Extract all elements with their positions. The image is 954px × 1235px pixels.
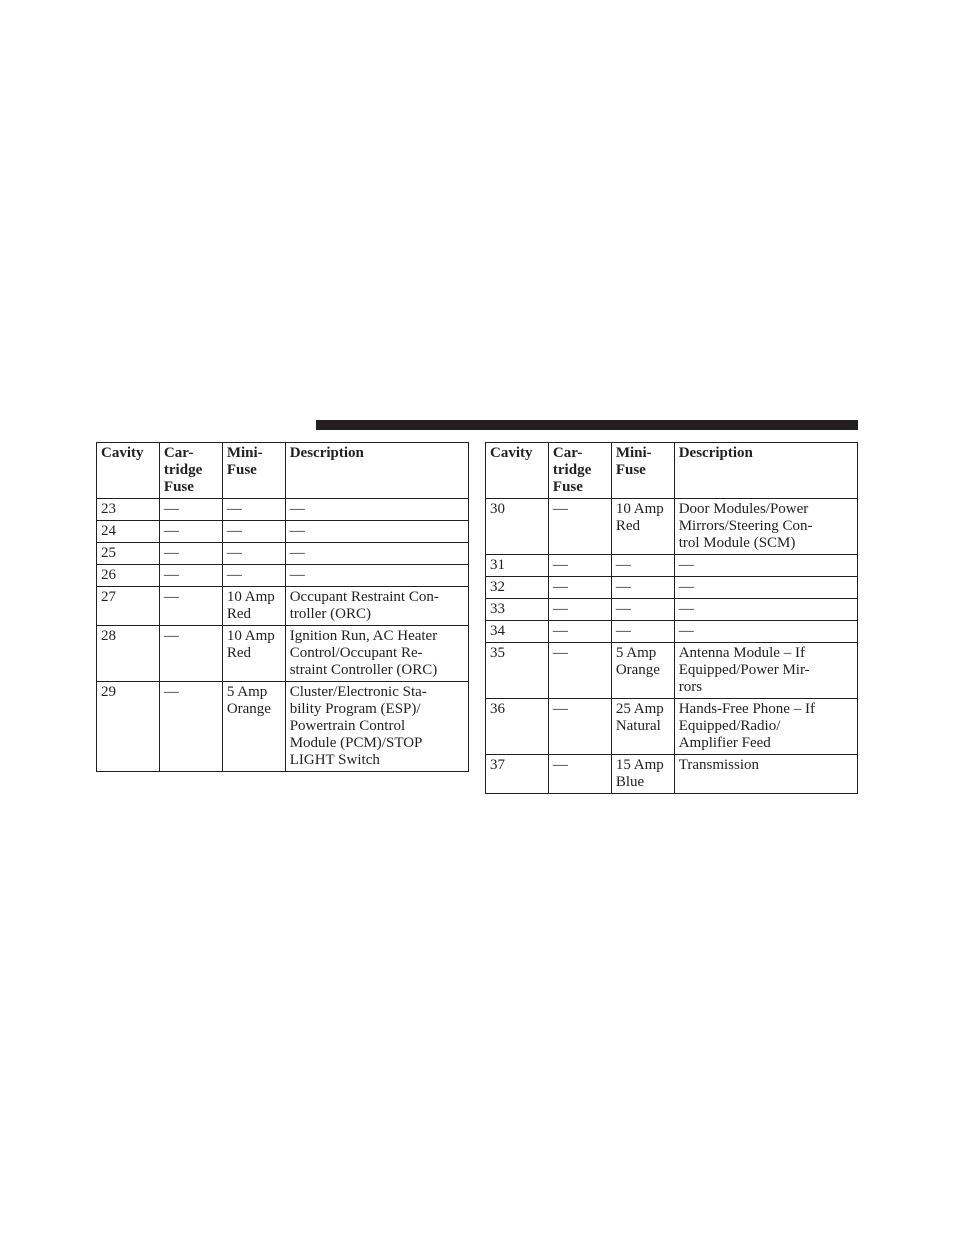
cell-cavity: 32 [486, 577, 549, 599]
table-row [486, 643, 858, 699]
table-header-row [486, 443, 858, 499]
cell-cartridge: — [159, 626, 222, 682]
cell-cavity: 30 [486, 499, 549, 555]
cell-mini: — [222, 543, 285, 565]
table-header-row [97, 443, 469, 499]
cell-cavity: 37 [486, 755, 549, 794]
cell-cavity: 23 [97, 499, 160, 521]
table-row [97, 521, 469, 543]
cell-cartridge: — [548, 621, 611, 643]
cell-cartridge: — [548, 499, 611, 555]
cell-mini: — [222, 499, 285, 521]
header-description: Description [674, 443, 857, 499]
cell-description: — [285, 543, 468, 565]
cell-mini: — [611, 577, 674, 599]
cell-description: — [285, 521, 468, 543]
cell-cavity: 28 [97, 626, 160, 682]
cell-description: — [285, 565, 468, 587]
cell-cartridge: — [548, 699, 611, 755]
cell-mini: 10 Amp Red [222, 587, 285, 626]
cell-mini: — [611, 621, 674, 643]
cell-cartridge: — [159, 587, 222, 626]
cell-mini: — [222, 565, 285, 587]
cell-description: — [674, 621, 857, 643]
header-cavity: Cavity [486, 443, 549, 499]
header-mini-fuse: Mini- Fuse [222, 443, 285, 499]
cell-cavity: 33 [486, 599, 549, 621]
cell-cavity: 25 [97, 543, 160, 565]
cell-description: — [674, 577, 857, 599]
table-row [97, 587, 469, 626]
header-cartridge-fuse: Car- tridge Fuse [159, 443, 222, 499]
cell-mini: 25 Amp Natural [611, 699, 674, 755]
cell-description: Occupant Restraint Con- troller (ORC) [285, 587, 468, 626]
cell-description: Antenna Module – If Equipped/Power Mir- rors [674, 643, 857, 699]
fuse-table-left [96, 442, 469, 772]
cell-cavity: 27 [97, 587, 160, 626]
table-row [486, 755, 858, 794]
table-row [97, 626, 469, 682]
cell-description: — [674, 599, 857, 621]
header-cavity: Cavity [97, 443, 160, 499]
cell-cartridge: — [159, 543, 222, 565]
cell-cartridge: — [548, 755, 611, 794]
table-row [486, 499, 858, 555]
cell-cartridge: — [159, 682, 222, 772]
header-mini-fuse: Mini- Fuse [611, 443, 674, 499]
cell-cavity: 34 [486, 621, 549, 643]
cell-description: — [285, 499, 468, 521]
cell-cartridge: — [159, 521, 222, 543]
table-row [486, 699, 858, 755]
cell-mini: 10 Amp Red [611, 499, 674, 555]
cell-cartridge: — [548, 599, 611, 621]
header-cartridge-fuse: Car- tridge Fuse [548, 443, 611, 499]
table-row [486, 577, 858, 599]
table-row [97, 565, 469, 587]
cell-cavity: 35 [486, 643, 549, 699]
cell-cavity: 26 [97, 565, 160, 587]
table-row [97, 682, 469, 772]
cell-description: Transmission [674, 755, 857, 794]
cell-description: Door Modules/Power Mirrors/Steering Con- trol Module (SCM) [674, 499, 857, 555]
cell-mini: — [222, 521, 285, 543]
cell-description: Hands-Free Phone – If Equipped/Radio/ Amplifier Feed [674, 699, 857, 755]
cell-cavity: 36 [486, 699, 549, 755]
cell-mini: 10 Amp Red [222, 626, 285, 682]
cell-cartridge: — [159, 499, 222, 521]
table-row [97, 499, 469, 521]
cell-cartridge: — [548, 577, 611, 599]
table-row [486, 621, 858, 643]
cell-description: — [674, 555, 857, 577]
cell-cavity: 29 [97, 682, 160, 772]
cell-cavity: 24 [97, 521, 160, 543]
cell-mini: 15 Amp Blue [611, 755, 674, 794]
table-row [486, 555, 858, 577]
cell-mini: — [611, 599, 674, 621]
table-row [486, 599, 858, 621]
cell-mini: 5 Amp Orange [222, 682, 285, 772]
cell-mini: — [611, 555, 674, 577]
cell-description: Ignition Run, AC Heater Control/Occupant Re- straint Controller (ORC) [285, 626, 468, 682]
table-row [97, 543, 469, 565]
cell-cartridge: — [159, 565, 222, 587]
fuse-table-right [485, 442, 858, 794]
cell-cartridge: — [548, 555, 611, 577]
header-description: Description [285, 443, 468, 499]
cell-mini: 5 Amp Orange [611, 643, 674, 699]
cell-description: Cluster/Electronic Sta- bility Program (ESP)/ Powertrain Control Module (PCM)/STOP LIGHT Switch [285, 682, 468, 772]
cell-cavity: 31 [486, 555, 549, 577]
cell-cartridge: — [548, 643, 611, 699]
section-header-bar [316, 420, 858, 430]
